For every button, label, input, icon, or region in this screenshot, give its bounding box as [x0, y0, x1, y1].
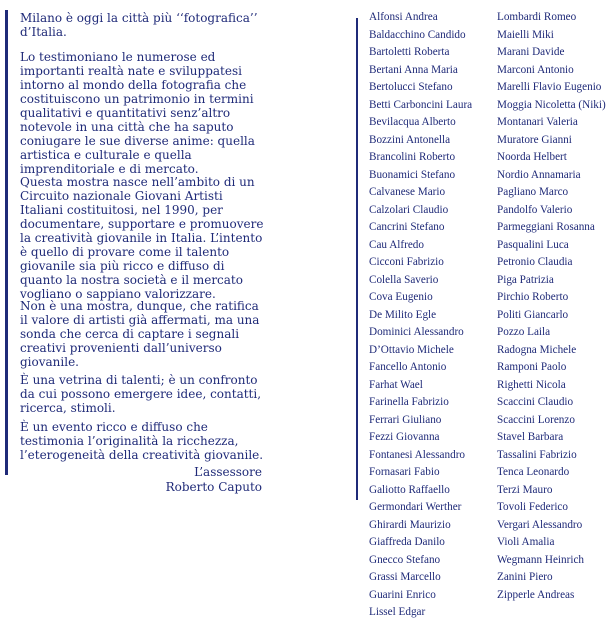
text-line: da cui possono emergere idee, contatti, [20, 387, 262, 401]
text-line: intorno al mondo della fotografia che [20, 78, 247, 92]
artist-name: Lissel Edgar [369, 606, 426, 618]
text-line: l’eterogeneità della creatività giovanile. [20, 448, 264, 462]
text-line: vogliano o sappiano valorizzare. [20, 287, 216, 301]
signature-name: Roberto Caputo [165, 480, 262, 494]
intro-paragraph-3 [20, 175, 296, 301]
artist-name: Buonamici Stefano [369, 168, 456, 181]
artist-name: Tenca Leonardo [497, 466, 570, 478]
artist-name: Piga Patrizia [497, 273, 554, 286]
text-line: il valore di artisti già affermati, ma una [20, 313, 260, 327]
artist-name: Ghirardi Maurizio [369, 518, 451, 531]
artist-name: Bevilacqua Alberto [369, 116, 456, 128]
artist-name: De Milito Egle [369, 308, 437, 321]
text-line: documentare, supportare e promuovere [20, 217, 264, 231]
artist-name: Galiotto Raffaello [369, 483, 450, 496]
artist-name: Calzolari Claudio [369, 203, 449, 216]
text-line: notevole in una città che ha saputo [20, 120, 234, 134]
intro-paragraph-2 [20, 50, 296, 176]
artist-name: Vergari Alessandro [497, 518, 583, 531]
artist-name: Pozzo Laila [497, 326, 551, 338]
artist-name: Farhat Wael [369, 378, 423, 391]
signature-role: L’assessore [194, 465, 262, 479]
text-line: È un evento ricco e diffuso che [20, 420, 208, 434]
artist-name: Germondari Werther [369, 501, 462, 513]
text-line: costituiscono un patrimonio in termini [20, 92, 254, 106]
text-line: giovanile. [20, 355, 79, 369]
artist-name: Guarini Enrico [369, 588, 436, 601]
artist-name: Zipperle Andreas [497, 588, 575, 601]
artist-name: Montanari Valeria [497, 116, 578, 128]
intro-paragraph-5 [20, 373, 296, 415]
artist-name: Farinella Fabrizio [369, 396, 449, 408]
artist-name: Grassi Marcello [369, 571, 441, 583]
artist-name: Fontanesi Alessandro [369, 448, 466, 461]
artist-name: Radogna Michele [497, 343, 577, 356]
artist-name: Marconi Antonio [497, 63, 574, 76]
text-line: testimonia l’originalità la ricchezza, [20, 434, 239, 448]
artist-name: Bertani Anna Maria [369, 63, 458, 76]
artist-name: Terzi Mauro [497, 483, 553, 496]
text-line: la creatività giovanile in Italia. L’intento [20, 231, 263, 245]
intro-paragraph-6 [20, 420, 296, 462]
artist-name: Bozzini Antonella [369, 133, 451, 146]
artist-name: Stavel Barbara [497, 431, 564, 443]
text-line: Milano è oggi la città più ‘‘fotografica’’ [20, 11, 258, 25]
artist-name: Cancrini Stefano [369, 221, 445, 233]
text-line: Circuito nazionale Giovani Artisti [20, 189, 223, 203]
artist-name: Cicconi Fabrizio [369, 256, 444, 268]
text-line: Lo testimoniano le numerose ed [20, 50, 216, 64]
text-line: È una vetrina di talenti; è un confronto [20, 373, 258, 387]
artist-name: Brancolini Roberto [369, 151, 456, 163]
intro-paragraph-1 [20, 11, 296, 39]
right-vertical-rule [356, 18, 358, 500]
text-line: importanti realtà nate e sviluppatesi [20, 64, 242, 78]
artist-name: Muratore Gianni [497, 133, 572, 146]
text-line: ricerca, stimoli. [20, 401, 116, 415]
artist-name: Maielli Miki [497, 28, 554, 41]
text-line: quanto la nostra società e il mercato [20, 273, 243, 287]
artist-name: Betti Carboncini Laura [369, 98, 473, 111]
artist-name: Pasqualini Luca [497, 238, 569, 251]
artist-name: Pandolfo Valerio [497, 203, 573, 216]
text-line: Italiani costituitosi, nel 1990, per [20, 203, 223, 217]
artist-name: Pagliano Marco [497, 186, 569, 198]
artist-name: Fornasari Fabio [369, 466, 440, 478]
artist-name: Wegmann Heinrich [497, 553, 585, 566]
artist-name: Fancello Antonio [369, 361, 447, 373]
artist-name: Nordio Annamaria [497, 168, 581, 181]
artist-name: Marani Davide [497, 46, 565, 58]
artist-name: Violi Amalia [497, 536, 555, 548]
artist-name: D’Ottavio Michele [369, 343, 454, 356]
text-line: qualitativi e quantitativi senz’altro [20, 106, 231, 120]
artist-name: Lombardi Romeo [497, 11, 577, 23]
artist-name: Calvanese Mario [369, 186, 446, 198]
artist-name: Tassalini Fabrizio [497, 448, 577, 461]
artist-name: Moggia Nicoletta (Niki) [497, 98, 606, 111]
left-vertical-rule [5, 10, 8, 475]
text-line: giovanile sia più ricco e diffuso di [20, 259, 225, 273]
text-line: imprenditoriale e di mercato. [20, 162, 199, 176]
artist-name: Zanini Piero [497, 571, 553, 583]
artist-name: Politi Giancarlo [497, 308, 569, 321]
artist-name: Tovoli Federico [497, 501, 568, 513]
artist-name: Dominici Alessandro [369, 326, 464, 338]
artist-names-column-1 [369, 9, 472, 622]
text-line: sonda che cerca di captare i segnali [20, 327, 240, 341]
artist-name: Pirchio Roberto [497, 291, 569, 303]
intro-paragraph-4 [20, 299, 296, 369]
artist-name: Petronio Claudia [497, 256, 573, 268]
artist-name: Bartoletti Roberta [369, 46, 450, 58]
text-line: è quello di provare come il talento [20, 245, 230, 259]
text-line: creativi provenienti dall’universo [20, 341, 222, 355]
artist-name: Fezzi Giovanna [369, 431, 440, 443]
text-line: d’Italia. [20, 25, 67, 39]
artist-name: Ferrari Giuliano [369, 413, 442, 426]
artist-name: Alfonsi Andrea [369, 11, 438, 23]
artist-names-column-2 [497, 9, 606, 604]
artist-name: Bertolucci Stefano [369, 81, 453, 93]
artist-name: Colella Saverio [369, 273, 439, 286]
artist-name: Gnecco Stefano [369, 553, 441, 566]
text-line: Non è una mostra, dunque, che ratifica [20, 299, 259, 313]
artist-name: Baldacchino Candido [369, 28, 466, 41]
text-line: artistica e culturale e quella [20, 148, 192, 162]
artist-name: Cau Alfredo [369, 238, 424, 251]
artist-name: Cova Eugenio [369, 291, 433, 303]
artist-name: Scaccini Claudio [497, 396, 574, 408]
artist-name: Parmeggiani Rosanna [497, 221, 595, 233]
artist-name: Ramponi Paolo [497, 361, 567, 373]
artist-name: Scaccini Lorenzo [497, 413, 575, 426]
artist-name: Noorda Helbert [497, 151, 567, 163]
artist-name: Giaffreda Danilo [369, 536, 445, 548]
artist-name: Righetti Nicola [497, 378, 566, 391]
text-line: coniugare le sue diverse anime: quella [20, 134, 255, 148]
text-line: Questa mostra nasce nell’ambito di un [20, 175, 255, 189]
artist-name: Marelli Flavio Eugenio [497, 81, 602, 93]
